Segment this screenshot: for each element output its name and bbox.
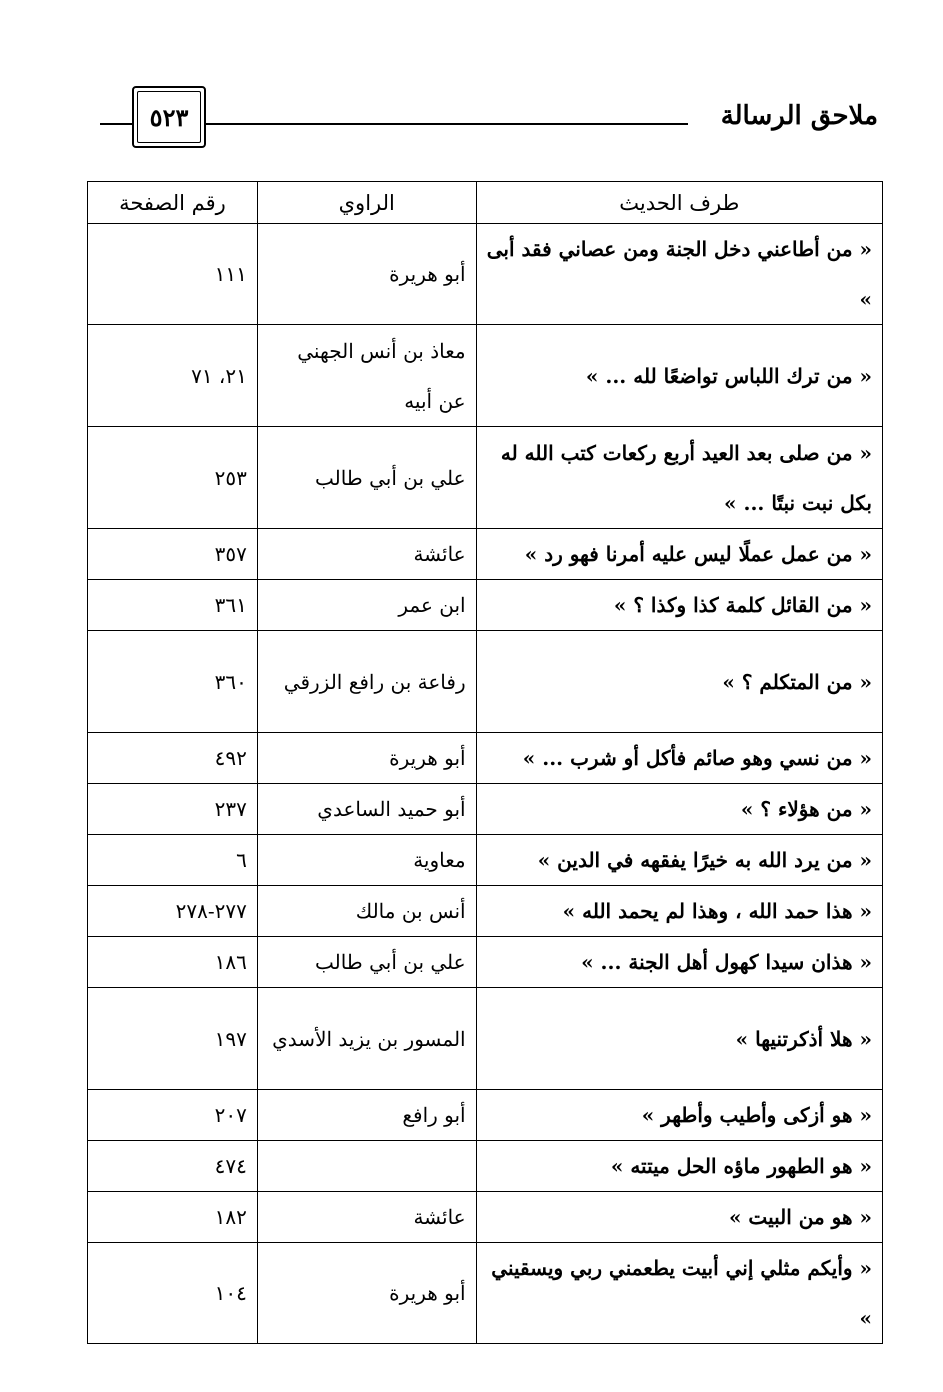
hadith-cell: « من المتكلم ؟ » xyxy=(476,631,882,733)
page-cell: ٤٩٢ xyxy=(88,733,258,784)
page-cell: ٢٥٣ xyxy=(88,427,258,529)
page-cell: ٢٠٧ xyxy=(88,1090,258,1141)
table-row xyxy=(88,886,883,937)
table-row xyxy=(88,224,883,325)
table-row xyxy=(88,937,883,988)
narrator-cell: أبو حميد الساعدي xyxy=(257,784,476,835)
hadith-cell: « من يرد الله به خيرًا يفقهه في الدين » xyxy=(476,835,882,886)
narrator-cell: ابن عمر xyxy=(257,580,476,631)
narrator-cell: علي بن أبي طالب xyxy=(257,427,476,529)
table-row xyxy=(88,631,883,733)
table-row xyxy=(88,784,883,835)
hadith-cell: « من صلى بعد العيد أربع ركعات كتب الله له بكل نبت نبتًا ... » xyxy=(476,427,882,529)
hadith-cell: « من عمل عملًا ليس عليه أمرنا فهو رد » xyxy=(476,529,882,580)
column-header-page: رقم الصفحة xyxy=(88,182,258,224)
page-cell: ٢٣٧ xyxy=(88,784,258,835)
narrator-cell: المسور بن يزيد الأسدي xyxy=(257,988,476,1090)
narrator-cell: عائشة xyxy=(257,1192,476,1243)
hadith-cell: « من ترك اللباس تواضعًا لله ... » xyxy=(476,325,882,427)
hadith-index-table xyxy=(87,181,883,1344)
column-header-hadith: طرف الحديث xyxy=(476,182,882,224)
page-header xyxy=(100,86,878,164)
table-row xyxy=(88,733,883,784)
narrator-cell: معاذ بن أنس الجهني عن أبيه xyxy=(257,325,476,427)
table-row xyxy=(88,325,883,427)
table-row xyxy=(88,529,883,580)
hadith-cell: « من القائل كلمة كذا وكذا ؟ » xyxy=(476,580,882,631)
hadith-cell: « هلا أذكرتنيها » xyxy=(476,988,882,1090)
narrator-cell xyxy=(257,1141,476,1192)
page-cell: ٦ xyxy=(88,835,258,886)
page-cell: ٢٧٧-٢٧٨ xyxy=(88,886,258,937)
table-row xyxy=(88,580,883,631)
running-title: ملاحق الرسالة xyxy=(720,101,878,131)
narrator-cell: أبو هريرة xyxy=(257,733,476,784)
hadith-cell: « هو من البيت » xyxy=(476,1192,882,1243)
page-cell: ١٠٤ xyxy=(88,1243,258,1344)
narrator-cell: أنس بن مالك xyxy=(257,886,476,937)
page-cell: ١٨٦ xyxy=(88,937,258,988)
column-header-narrator: الراوي xyxy=(257,182,476,224)
page-cell: ١٨٢ xyxy=(88,1192,258,1243)
page-cell: ١٩٧ xyxy=(88,988,258,1090)
table-row xyxy=(88,1192,883,1243)
hadith-cell: « هذان سيدا كهول أهل الجنة ... » xyxy=(476,937,882,988)
page-cell: ٢١، ٧١ xyxy=(88,325,258,427)
narrator-cell: رفاعة بن رافع الزرقي xyxy=(257,631,476,733)
narrator-cell: معاوية xyxy=(257,835,476,886)
page-cell: ٤٧٤ xyxy=(88,1141,258,1192)
narrator-cell: أبو هريرة xyxy=(257,224,476,325)
page-cell: ٣٦١ xyxy=(88,580,258,631)
hadith-cell: « هو أزكى وأطيب وأطهر » xyxy=(476,1090,882,1141)
narrator-cell: أبو رافع xyxy=(257,1090,476,1141)
table-row xyxy=(88,427,883,529)
page-cell: ١١١ xyxy=(88,224,258,325)
page-number: ٥٢٣ xyxy=(149,102,189,132)
page-cell: ٣٦٠ xyxy=(88,631,258,733)
hadith-cell: « من نسي وهو صائم فأكل أو شرب ... » xyxy=(476,733,882,784)
table-row xyxy=(88,988,883,1090)
page-number-box xyxy=(132,86,206,148)
header-rule-left xyxy=(100,123,132,125)
hadith-cell: « من هؤلاء ؟ » xyxy=(476,784,882,835)
narrator-cell: علي بن أبي طالب xyxy=(257,937,476,988)
hadith-cell: « من أطاعني دخل الجنة ومن عصاني فقد أبى » xyxy=(476,224,882,325)
hadith-cell: « هو الطهور ماؤه الحل ميتته » xyxy=(476,1141,882,1192)
page-cell: ٣٥٧ xyxy=(88,529,258,580)
table-row xyxy=(88,1141,883,1192)
table-row xyxy=(88,835,883,886)
table-row xyxy=(88,1090,883,1141)
narrator-cell: عائشة xyxy=(257,529,476,580)
narrator-cell: أبو هريرة xyxy=(257,1243,476,1344)
hadith-cell: « وأيكم مثلي إني أبيت يطعمني ربي ويسقيني » xyxy=(476,1243,882,1344)
table-header-row xyxy=(88,182,883,224)
table-row xyxy=(88,1243,883,1344)
header-rule xyxy=(205,123,688,125)
hadith-cell: « هذا حمد الله ، وهذا لم يحمد الله » xyxy=(476,886,882,937)
